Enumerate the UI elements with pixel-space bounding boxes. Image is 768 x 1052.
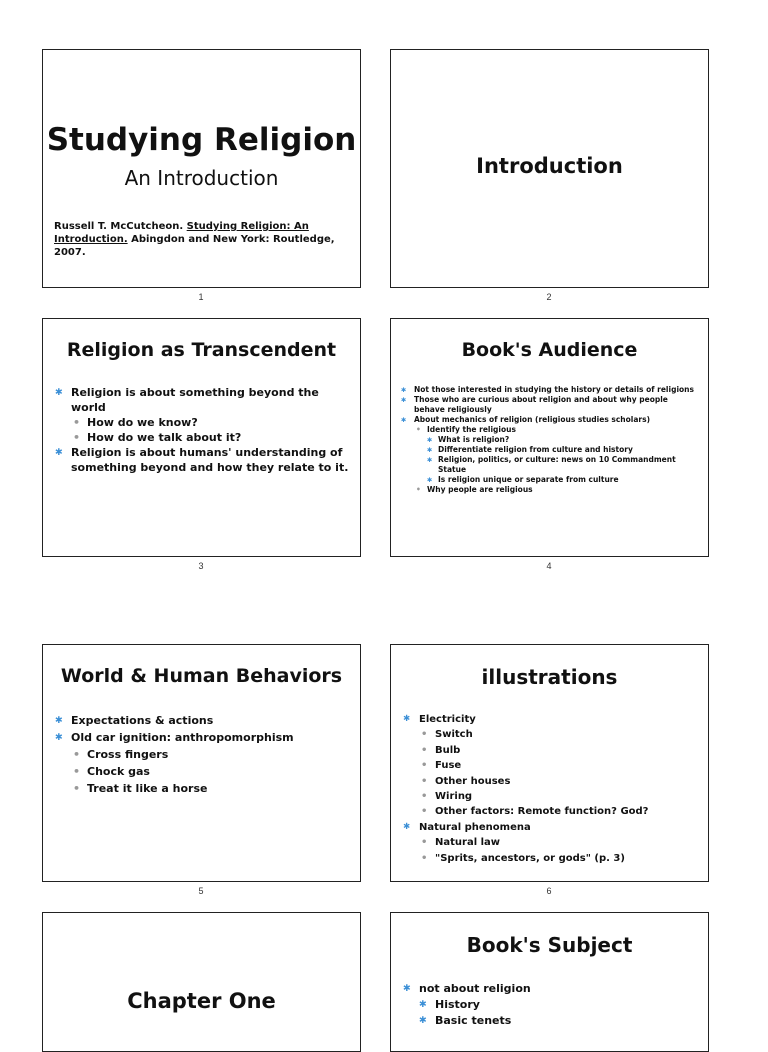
slide-number: 3 bbox=[198, 561, 204, 571]
slide-8 bbox=[390, 912, 709, 1052]
slide-number: 2 bbox=[546, 292, 552, 302]
slide-6 bbox=[390, 644, 709, 882]
slide-title: Book's Subject bbox=[466, 933, 633, 957]
list-item: ✱ Religion, politics, or culture: news on 10 Commandment Statue bbox=[427, 455, 701, 475]
slide-1 bbox=[42, 49, 361, 288]
list-item: • Treat it like a horse bbox=[71, 780, 353, 797]
list-item: • Chock gas bbox=[71, 763, 353, 780]
list-item: • Why people are religious bbox=[414, 485, 701, 495]
citation-work: Studying Religion: An Introduction. bbox=[54, 221, 309, 245]
slide-number: 5 bbox=[198, 886, 204, 896]
slide-title: Introduction bbox=[476, 154, 623, 178]
slide-title: illustrations bbox=[481, 665, 618, 689]
slide-title: Chapter One bbox=[127, 989, 276, 1013]
list-item: ✱ Those who are curious about religion and about why people behave religiously bbox=[401, 395, 701, 415]
list-item: ✱ Expectations & actions bbox=[55, 712, 353, 729]
citation-author: Russell T. McCutcheon. bbox=[54, 221, 184, 232]
bullet-list bbox=[401, 385, 701, 495]
list-item: ✱ History bbox=[419, 997, 701, 1013]
bullet-list bbox=[403, 712, 701, 866]
slide-subtitle: An Introduction bbox=[124, 166, 279, 190]
list-item: • Cross fingers bbox=[71, 746, 353, 763]
list-item: ✱ Basic tenets bbox=[419, 1013, 701, 1029]
list-item: ✱ Not those interested in studying the history or details of religions bbox=[401, 385, 701, 395]
list-item: • Switch bbox=[419, 727, 701, 742]
slide-5 bbox=[42, 644, 361, 882]
slide-4 bbox=[390, 318, 709, 557]
citation bbox=[54, 220, 354, 259]
list-item: • "Sprits, ancestors, or gods" (p. 3) bbox=[419, 851, 701, 866]
list-item: • Natural law bbox=[419, 835, 701, 850]
list-item: ✱ What is religion? bbox=[427, 435, 701, 445]
list-item: ✱ not about religion ✱ History ✱ Basic tenets bbox=[403, 981, 701, 1029]
slide-7 bbox=[42, 912, 361, 1052]
slide-number: 6 bbox=[546, 886, 552, 896]
list-item: • How do we know? bbox=[71, 415, 353, 430]
list-item: • Identify the religious ✱ What is religion? ✱ Differentiate religion from culture and history ✱ Religion, politics, or culture: news on 10 Commandment Statue ✱ Is religion unique or separate from culture bbox=[414, 425, 701, 485]
list-item: • Bulb bbox=[419, 743, 701, 758]
slide-number: 1 bbox=[198, 292, 204, 302]
list-item: ✱ Natural phenomena • Natural law • "Sprits, ancestors, or gods" (p. 3) bbox=[403, 820, 701, 866]
slide-title: World & Human Behaviors bbox=[60, 665, 343, 687]
list-item: • How do we talk about it? bbox=[71, 430, 353, 445]
bullet-list bbox=[403, 981, 701, 1029]
list-item: ✱ Differentiate religion from culture and history bbox=[427, 445, 701, 455]
list-item: ✱ About mechanics of religion (religious studies scholars) • Identify the religious ✱ What is religion? ✱ Differentiate religion from culture and history ✱ Religion, politics, or culture: news on 10 Commandment Statue ✱ Is religion unique or separate from culture • Why people are religious bbox=[401, 415, 701, 495]
bullet-list bbox=[55, 385, 353, 475]
list-item: • Other factors: Remote function? God? bbox=[419, 804, 701, 819]
list-item: • Other houses bbox=[419, 774, 701, 789]
list-item: ✱ Religion is about humans' understanding of something beyond and how they relate to it. bbox=[55, 445, 353, 475]
list-item: • Fuse bbox=[419, 758, 701, 773]
citation-publisher: Abingdon and New York: Routledge, 2007. bbox=[54, 234, 335, 258]
bullet-list bbox=[55, 712, 353, 797]
slide-title: Religion as Transcendent bbox=[66, 339, 337, 361]
list-item: • Wiring bbox=[419, 789, 701, 804]
slide-number: 4 bbox=[546, 561, 552, 571]
list-item: ✱ Religion is about something beyond the world • How do we know? • How do we talk about it? bbox=[55, 385, 353, 445]
list-item: ✱ Electricity • Switch • Bulb • Fuse • Other houses • Wiring • Other factors: Remote function? God? bbox=[403, 712, 701, 820]
slide-2 bbox=[390, 49, 709, 288]
list-item: ✱ Is religion unique or separate from culture bbox=[427, 475, 701, 485]
slide-title: Studying Religion bbox=[46, 122, 357, 158]
list-item: ✱ Old car ignition: anthropomorphism • Cross fingers • Chock gas • Treat it like a horse bbox=[55, 729, 353, 797]
slide-3 bbox=[42, 318, 361, 557]
slide-title: Book's Audience bbox=[461, 339, 638, 361]
